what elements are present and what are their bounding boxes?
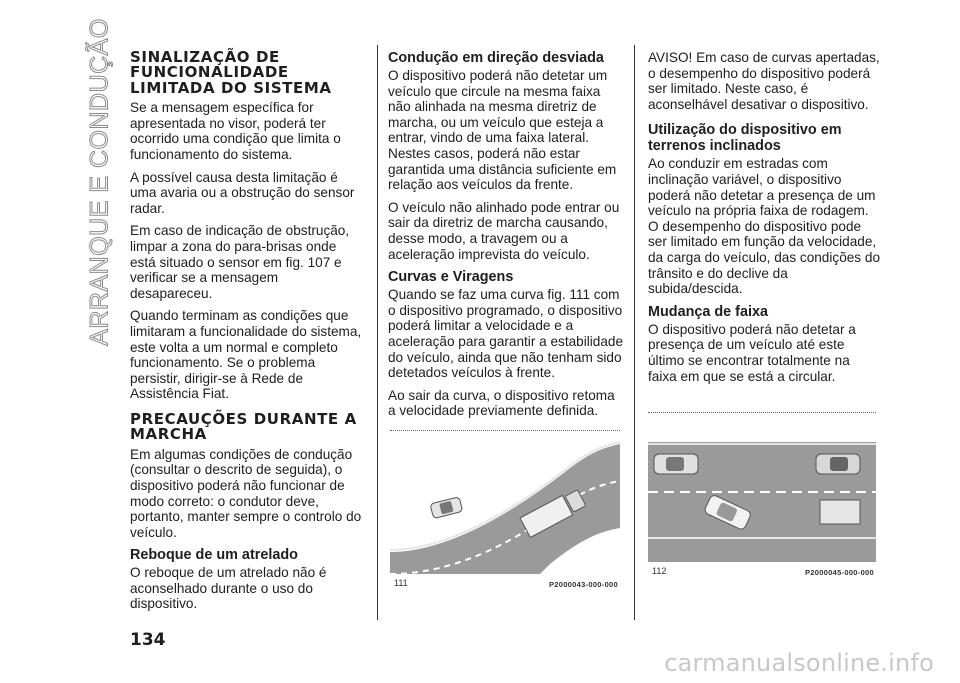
- column-divider: [634, 45, 635, 620]
- paragraph: O dispositivo poderá não detetar a presença de um veículo até este último se encontrar totalmente na faixa em que se está a circular.: [648, 321, 856, 384]
- road-surface: [390, 444, 620, 574]
- figure-code: P2000043-000-000: [548, 580, 618, 589]
- truck-icon: [820, 500, 860, 524]
- subheading-curvas: Curvas e Viragens: [388, 269, 514, 286]
- column-divider: [377, 45, 378, 620]
- figure-code: P2000045-000-000: [804, 568, 874, 577]
- heading-precaucoes: PRECAUÇÕES DURANTE A MARCHA: [130, 409, 357, 444]
- column-1: [130, 50, 364, 619]
- subheading-conducao-desviada: Condução em direção desviada: [388, 50, 604, 66]
- watermark: carmanualsonline.info: [664, 649, 934, 677]
- warning-paragraph: AVISO! Em caso de curvas apertadas, o desempenho do dispositivo poderá ser limitado. Neste caso, é aconselhável desativar o dispositivo.: [648, 50, 880, 112]
- figure-top-rule: [648, 412, 876, 413]
- paragraph: Quando terminam as condições que limitaram a funcionalidade do sistema, este volta a um normal e completo funcionamento. Se o problema persistir, dirigir-se à Rede de Assistência Fiat.: [130, 308, 362, 402]
- page-number: 134: [130, 630, 166, 650]
- subheading-terrenos-inclinados: Utilização do dispositivo em terrenos inclinados: [648, 122, 842, 155]
- figure-number: 111: [394, 578, 408, 588]
- column-3: [648, 50, 882, 391]
- figure-top-rule: [390, 430, 620, 431]
- curve-illustration: [390, 434, 620, 574]
- figure-112: [648, 412, 876, 578]
- car-icon: [430, 497, 463, 519]
- car-icon: [816, 454, 860, 474]
- section-side-title: [82, 18, 118, 346]
- paragraph: O veículo não alinhado pode entrar ou sair da diretriz de marcha causando, desse modo, a travagem ou a aceleração imprevista do veículo.: [388, 199, 620, 262]
- subheading-reboque: Reboque de um atrelado: [130, 547, 298, 564]
- heading-sinalizacao: SINALIZAÇÃO DE FUNCIONALIDADE LIMITADA DO SISTEMA: [130, 48, 332, 97]
- subheading-mudanca-faixa: Mudança de faixa: [648, 303, 768, 320]
- column-2: [388, 50, 624, 426]
- paragraph: Em algumas condições de condução (consultar o descrito de seguida), o dispositivo poderá não funcionar de modo correto: o condutor deve, portanto, manter sempre o controlo do veículo.: [130, 446, 362, 540]
- section-side-title-text: ARRANQUE E CONDUÇÃO: [85, 18, 114, 346]
- paragraph: Quando se faz uma curva fig. 111 com o dispositivo programado, o dispositivo poderá limitar a velocidade e a aceleração para garantir a estabilidade do veículo, ainda que não tenham sido detetados veículos à frente.: [388, 287, 624, 381]
- figure-number: 112: [652, 566, 667, 576]
- lane-change-illustration: [648, 442, 876, 562]
- paragraph: A possível causa desta limitação é uma avaria ou a obstrução do sensor radar.: [130, 169, 355, 216]
- paragraph: Ao conduzir em estradas com inclinação variável, o dispositivo poderá não detetar a presença de um veículo na própria faixa de rodagem. O desempenho do dispositivo pode ser limitado em função da velocidade, da carga do veículo, das condições do trânsito e do declive da subida/descida.: [648, 156, 881, 297]
- paragraph: O reboque de um atrelado não é aconselhado durante o uso do dispositivo.: [130, 565, 327, 612]
- paragraph: Ao sair da curva, o dispositivo retoma a velocidade previamente definida.: [388, 387, 615, 419]
- paragraph: Se a mensagem específica for apresentada no visor, poderá ter ocorrido uma condição que limita o funcionamento do sistema.: [130, 100, 341, 162]
- figure-111: [390, 430, 620, 590]
- car-icon: [654, 454, 698, 474]
- paragraph: Em caso de indicação de obstrução, limpar a zona do para-brisas onde está situado o sensor em fig. 107 e verificar se a mensagem desapareceu.: [130, 223, 350, 301]
- paragraph: O dispositivo poderá não detetar um veículo que circule na mesma faixa não alinhada na mesma diretriz de marcha, ou um veículo que esteja a entrar, vindo de uma faixa lateral. Nestes casos, poderá não estar garantida uma distância suficiente em relação aos veículos da frente.: [388, 68, 617, 193]
